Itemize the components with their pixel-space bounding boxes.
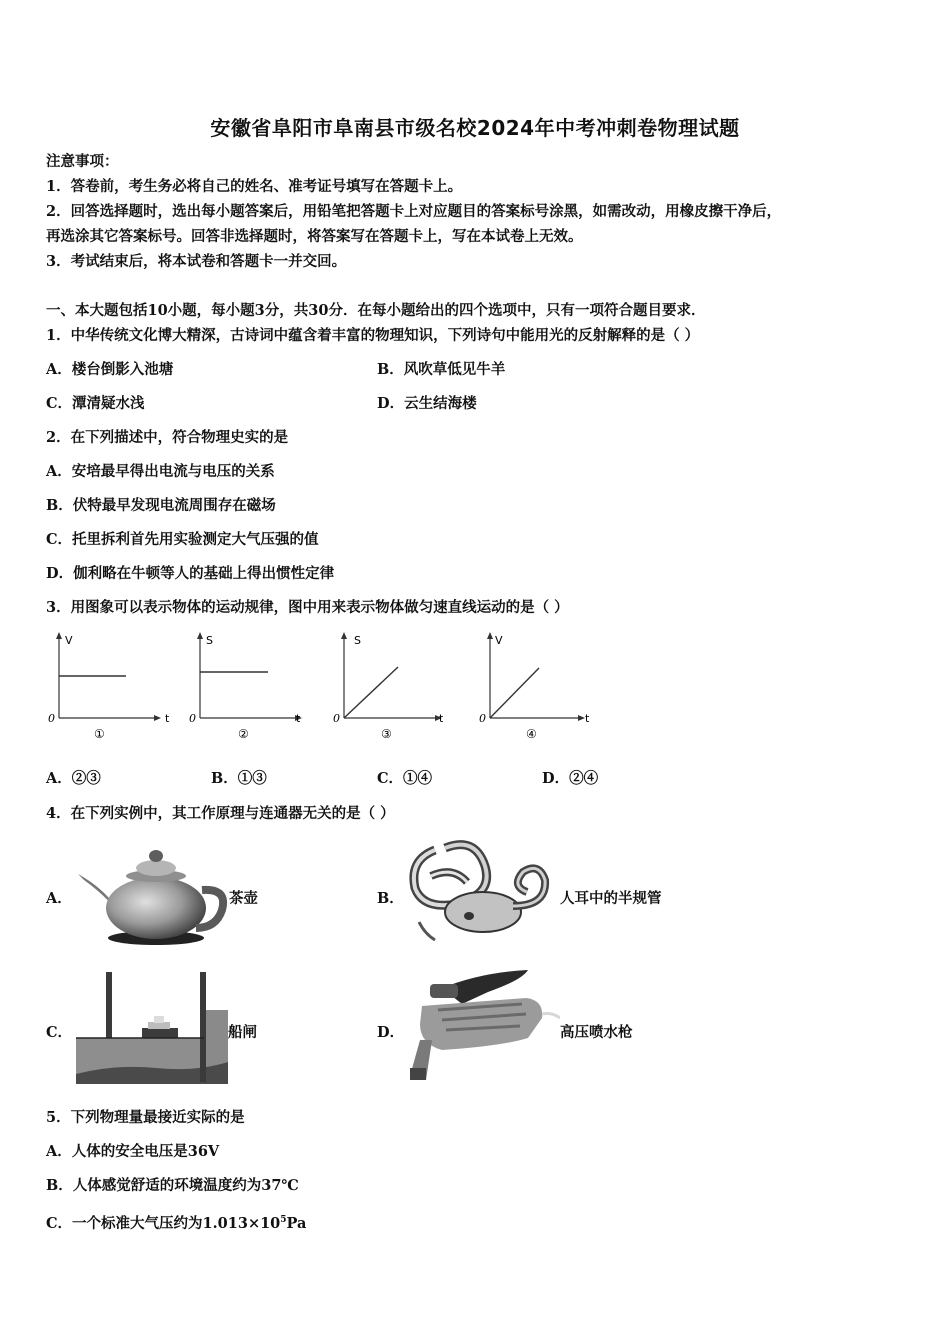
graph-3-ylabel: S bbox=[354, 634, 361, 647]
q5-option-c-text: C．一个标准大气压约为1.013×10 bbox=[46, 1214, 281, 1232]
q4-option-a-label: 茶壶 bbox=[229, 890, 258, 907]
graph-3-origin: 0 bbox=[333, 712, 340, 725]
q4-option-a-letter: A． bbox=[46, 890, 72, 907]
note-2a: 2．回答选择题时，选出每小题答案后，用铅笔把答题卡上对应题目的答案标号涂黑，如需改动，用橡皮擦干净后， bbox=[46, 203, 782, 220]
q2-stem: 2．在下列描述中，符合物理史实的是 bbox=[46, 429, 289, 446]
q4-stem: 4．在下列实例中，其工作原理与连通器无关的是（ ） bbox=[46, 805, 395, 822]
q2-option-b: B．伏特最早发现电流周围存在磁场 bbox=[46, 497, 276, 514]
q4-option-c-letter: C． bbox=[46, 1024, 73, 1041]
q5-stem: 5．下列物理量最接近实际的是 bbox=[46, 1109, 245, 1126]
q5-option-c-exponent: 5 bbox=[280, 1215, 287, 1225]
q3-option-a: A．②③ bbox=[46, 770, 101, 787]
q5-option-a: A．人体的安全电压是36V bbox=[46, 1143, 220, 1160]
graph-2-xlabel: t bbox=[296, 712, 301, 725]
graph-4-xlabel: t bbox=[585, 712, 590, 725]
graph-4-caption: ④ bbox=[526, 727, 537, 741]
graph-3-xlabel: t bbox=[439, 712, 444, 725]
graph-4-ylabel: V bbox=[495, 634, 503, 647]
note-2b: 再选涂其它答案标号。回答非选择题时，将答案写在答题卡上，写在本试卷上无效。 bbox=[46, 228, 583, 245]
q5-option-c-unit: Pa bbox=[286, 1214, 307, 1232]
q4-option-d-label: 高压喷水枪 bbox=[560, 1024, 633, 1041]
q1-stem: 1．中华传统文化博大精深，古诗词中蕴含着丰富的物理知识，下列诗句中能用光的反射解释的是（ ） bbox=[46, 327, 700, 344]
q4-option-c-label: 船闸 bbox=[228, 1024, 257, 1041]
q1-option-a: A．楼台倒影入池塘 bbox=[46, 361, 174, 378]
graph-2-ylabel: S bbox=[206, 634, 213, 647]
q3-option-b: B．①③ bbox=[211, 770, 267, 787]
graph-1 bbox=[42, 630, 182, 745]
graph-3 bbox=[327, 630, 467, 745]
graph-2 bbox=[183, 630, 323, 745]
q3-option-d: D．②④ bbox=[542, 770, 599, 787]
q4-option-b-letter: B． bbox=[377, 890, 404, 907]
semicircular-canal-image bbox=[405, 836, 555, 946]
q3-option-c: C．①④ bbox=[377, 770, 433, 787]
graph-3-caption: ③ bbox=[381, 727, 392, 741]
q1-option-c: C．潭清疑水浅 bbox=[46, 395, 145, 412]
q4-option-b-label: 人耳中的半规管 bbox=[560, 890, 662, 907]
graph-1-caption: ① bbox=[94, 727, 105, 741]
q2-option-c: C．托里拆利首先用实验测定大气压强的值 bbox=[46, 531, 319, 548]
graph-2-origin: 0 bbox=[189, 712, 196, 725]
q1-option-d: D．云生结海楼 bbox=[377, 395, 477, 412]
graph-4 bbox=[473, 630, 613, 745]
ship-lock-image bbox=[76, 972, 228, 1084]
q3-stem: 3．用图象可以表示物体的运动规律，图中用来表示物体做匀速直线运动的是（ ） bbox=[46, 599, 569, 616]
note-1: 1．答卷前，考生务必将自己的姓名、准考证号填写在答题卡上。 bbox=[46, 178, 463, 195]
q2-option-d: D．伽利略在牛顿等人的基础上得出惯性定律 bbox=[46, 565, 335, 582]
graph-1-xlabel: t bbox=[165, 712, 170, 725]
page-title: 安徽省阜阳市阜南县市级名校2024年中考冲刺卷物理试题 bbox=[210, 116, 740, 140]
q1-option-b: B．风吹草低见牛羊 bbox=[377, 361, 506, 378]
graph-1-origin: 0 bbox=[48, 712, 55, 725]
q2-option-a: A．安培最早得出电流与电压的关系 bbox=[46, 463, 275, 480]
q5-option-c bbox=[46, 1210, 306, 1234]
teapot-image bbox=[70, 838, 228, 950]
section-heading: 一、本大题包括10小题，每小题3分，共30分．在每小题给出的四个选项中，只有一项符合题目要求． bbox=[46, 302, 706, 319]
graph-1-ylabel: V bbox=[65, 634, 73, 647]
graph-4-origin: 0 bbox=[479, 712, 486, 725]
graph-2-caption: ② bbox=[238, 727, 249, 741]
notes-heading: 注意事项： bbox=[46, 153, 119, 170]
q4-option-d-letter: D． bbox=[377, 1024, 405, 1041]
note-3: 3．考试结束后，将本试卷和答题卡一并交回。 bbox=[46, 253, 347, 270]
q5-option-b: B．人体感觉舒适的环境温度约为37℃ bbox=[46, 1177, 299, 1194]
water-gun-image bbox=[402, 966, 560, 1084]
